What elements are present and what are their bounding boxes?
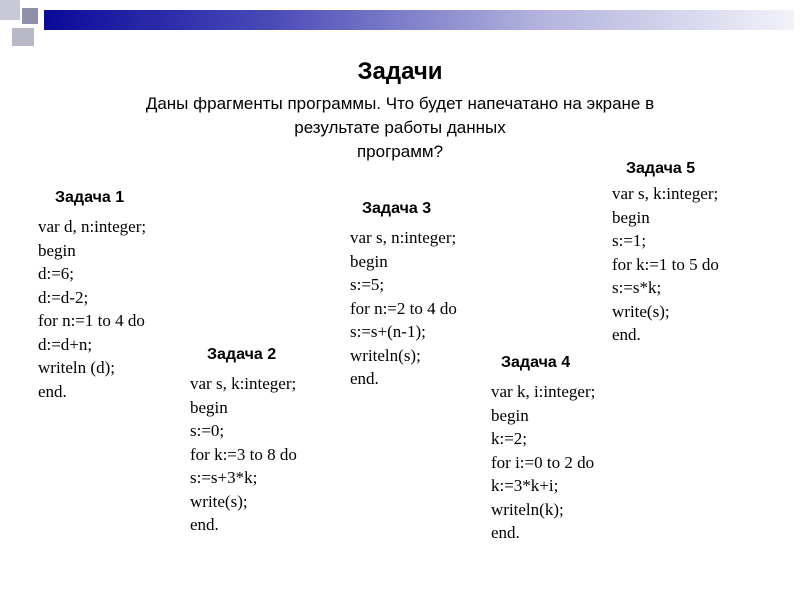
task-3 bbox=[350, 200, 457, 391]
slide-subtitle bbox=[95, 92, 705, 164]
task-2 bbox=[190, 346, 297, 537]
task-4 bbox=[491, 354, 595, 545]
code-line: for n:=1 to 4 do bbox=[38, 311, 145, 330]
code-line: begin bbox=[491, 405, 529, 425]
decor-square-3 bbox=[12, 28, 34, 46]
code-line: k:=2; bbox=[491, 429, 528, 448]
code-line: writeln(k); bbox=[491, 499, 564, 519]
code-line: s:=5; bbox=[350, 275, 385, 294]
task-heading: Задача 1 bbox=[55, 189, 125, 206]
code-line: s:=s*k; bbox=[612, 278, 662, 297]
code-line: s:=0; bbox=[190, 421, 225, 440]
task-heading: Задача 4 bbox=[501, 354, 571, 371]
code-line: end. bbox=[491, 523, 520, 542]
code-line: d:=d-2; bbox=[38, 287, 89, 307]
decor-square-1 bbox=[0, 0, 20, 20]
code-block bbox=[190, 372, 297, 537]
code-line: end. bbox=[612, 325, 641, 344]
code-line: end. bbox=[38, 381, 67, 401]
code-line: s:=s+3*k; bbox=[190, 468, 258, 487]
code-line: begin bbox=[612, 207, 650, 227]
code-line: begin bbox=[190, 397, 228, 417]
subtitle-line-3: программ? bbox=[356, 142, 444, 161]
task-heading: Задача 3 bbox=[362, 200, 432, 217]
code-line: var s, n:integer; bbox=[350, 228, 457, 247]
code-line: d:=d+n; bbox=[38, 334, 93, 354]
code-line: end. bbox=[190, 515, 219, 534]
code-block bbox=[38, 215, 146, 403]
code-line: for k:=1 to 5 do bbox=[612, 254, 719, 274]
code-line: begin bbox=[38, 240, 76, 260]
code-line: writeln (d); bbox=[38, 358, 115, 377]
decor-square-2 bbox=[22, 8, 38, 24]
code-line: end. bbox=[350, 369, 379, 388]
code-line: var s, k:integer; bbox=[190, 374, 297, 393]
slide-title: Задачи bbox=[357, 58, 443, 85]
code-line: for i:=0 to 2 do bbox=[491, 452, 595, 472]
code-line: for k:=3 to 8 do bbox=[190, 444, 297, 464]
subtitle-line-2: результате работы данных bbox=[294, 118, 506, 137]
code-line: var s, k:integer; bbox=[612, 184, 719, 203]
code-line: write(s); bbox=[612, 301, 670, 321]
code-line: s:=1; bbox=[612, 231, 647, 250]
code-line: var k, i:integer; bbox=[491, 382, 596, 401]
code-block bbox=[612, 182, 719, 347]
subtitle-line-1: Даны фрагменты программы. Что будет напечатано на экране в bbox=[145, 94, 655, 113]
task-1 bbox=[38, 189, 147, 403]
code-line: for n:=2 to 4 do bbox=[350, 298, 457, 318]
code-line: begin bbox=[350, 251, 388, 271]
task-heading: Задача 5 bbox=[626, 160, 696, 177]
task-heading: Задача 2 bbox=[207, 346, 277, 363]
code-line: s:=s+(n-1); bbox=[350, 322, 426, 341]
code-line: write(s); bbox=[190, 491, 248, 511]
code-line: writeln(s); bbox=[350, 345, 421, 365]
code-block bbox=[350, 226, 457, 391]
title-bar-gradient bbox=[44, 10, 794, 30]
code-line: var d, n:integer; bbox=[38, 217, 147, 236]
code-line: d:=6; bbox=[38, 264, 75, 283]
task-5 bbox=[612, 160, 719, 347]
code-line: k:=3*k+i; bbox=[491, 476, 559, 495]
code-block bbox=[491, 380, 595, 545]
